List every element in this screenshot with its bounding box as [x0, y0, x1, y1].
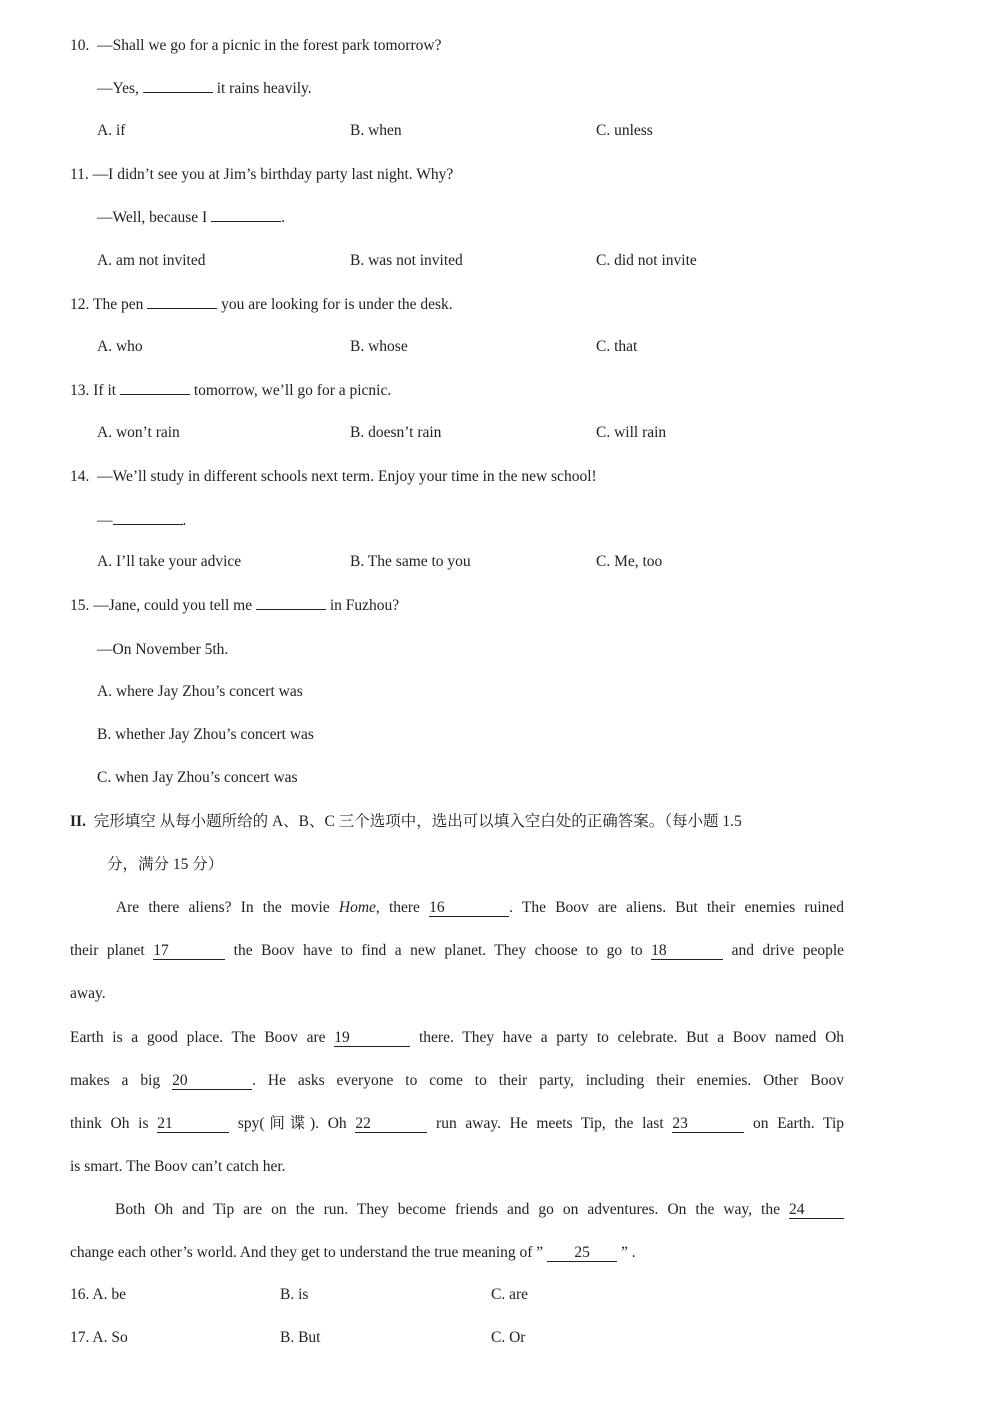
question-text: —We’ll study in different schools next term. Enjoy your time in the new school! [97, 468, 597, 485]
cloze-blank-19[interactable]: 19 [334, 1030, 410, 1047]
option-b[interactable]: B. whose [350, 338, 408, 355]
question-text: tomorrow, we’ll go for a picnic. [193, 382, 392, 399]
option-a[interactable]: A. I’ll take your advice [97, 553, 242, 570]
section-heading [70, 812, 742, 832]
cloze-blank-16[interactable]: 16 [429, 900, 509, 917]
text-run: spy(间谍). Oh [237, 1115, 347, 1132]
question-text: 15. —Jane, could you tell me [70, 597, 253, 614]
question-text: —Shall we go for a picnic in the forest park tomorrow? [97, 37, 442, 54]
option-a[interactable]: 16. A. be [70, 1286, 126, 1303]
text-run: there. They have a party to celebrate. But a Boov named Oh [418, 1029, 845, 1046]
answer-blank[interactable] [120, 394, 190, 395]
answer-blank[interactable] [256, 609, 326, 610]
movie-title: Home [338, 899, 376, 916]
option-a[interactable]: A. where Jay Zhou’s concert was [97, 683, 303, 700]
question-14-prompt [70, 467, 597, 487]
passage-line [70, 1071, 844, 1091]
cloze-blank-21[interactable]: 21 [157, 1116, 229, 1133]
text-run: the Boov have to find a new planet. They choose to go to [233, 942, 643, 959]
question-11-reply [97, 208, 285, 228]
answer-blank[interactable] [147, 308, 217, 309]
passage-text [70, 1200, 844, 1220]
passage-line [70, 898, 844, 918]
question-number: 10. [70, 37, 90, 54]
text-run: , there [375, 899, 420, 916]
section-title: 完形填空 从每小题所给的 A、B、C 三个选项中，选出可以填入空白处的正确答案。（每小题 1.5 [93, 813, 742, 830]
option-b[interactable]: B. is [280, 1286, 309, 1303]
option-c[interactable]: C. Or [491, 1329, 526, 1346]
reply-text: . [182, 512, 187, 529]
question-14-reply [97, 511, 186, 531]
cloze-blank-23[interactable]: 23 [672, 1116, 744, 1133]
option-b[interactable]: B. whether Jay Zhou’s concert was [97, 726, 314, 743]
reply-text: —Yes, [97, 80, 139, 97]
text-run: think Oh is [70, 1115, 149, 1132]
option-a[interactable]: 17. A. So [70, 1329, 128, 1346]
question-15-reply: —On November 5th. [97, 641, 229, 658]
question-text: you are looking for is under the desk. [221, 296, 453, 313]
question-11-prompt: 11. —I didn’t see you at Jim’s birthday party last night. Why? [70, 166, 454, 183]
section-numeral: II. [70, 813, 86, 830]
option-c[interactable]: C. did not invite [596, 252, 697, 269]
cloze-blank-24[interactable]: 24 [789, 1202, 844, 1219]
answer-blank[interactable] [211, 221, 281, 222]
option-c[interactable]: C. Me, too [596, 553, 663, 570]
cloze-blank-17[interactable]: 17 [153, 943, 225, 960]
text-run: Earth is a good place. The Boov are [70, 1029, 326, 1046]
reply-text: — [97, 512, 113, 529]
cloze-blank-25[interactable]: 25 [547, 1245, 617, 1262]
text-run: Are there aliens? In the movie [115, 899, 330, 916]
passage-text [70, 898, 844, 918]
reply-text: it rains heavily. [216, 80, 312, 97]
passage-text [70, 1028, 844, 1048]
passage-line [70, 941, 844, 961]
option-a[interactable]: A. who [97, 338, 143, 355]
passage-text [70, 941, 844, 961]
reply-text: —Well, because I [97, 209, 208, 226]
option-a[interactable]: A. if [97, 122, 126, 139]
question-text: in Fuzhou? [329, 597, 400, 614]
passage-text [70, 1071, 844, 1091]
passage-line [70, 1200, 844, 1220]
question-text: 12. The pen [70, 296, 144, 313]
question-15-prompt [70, 596, 399, 616]
cloze-blank-20[interactable]: 20 [172, 1073, 252, 1090]
text-run: run away. He meets Tip, the last [436, 1115, 664, 1132]
option-a[interactable]: A. won’t rain [97, 424, 180, 441]
cloze-blank-18[interactable]: 18 [651, 943, 723, 960]
option-b[interactable]: B. doesn’t rain [350, 424, 442, 441]
text-run: their planet [70, 942, 145, 959]
text-run: ” . [620, 1244, 636, 1261]
passage-line [70, 1028, 844, 1048]
option-b[interactable]: B. The same to you [350, 553, 471, 570]
text-run: and drive people [731, 942, 845, 959]
question-13-prompt [70, 381, 391, 401]
text-run: . The Boov are aliens. But their enemies ruined [509, 899, 845, 916]
passage-line [70, 1243, 636, 1263]
text-run: change each other’s world. And they get to understand the true meaning of ” [70, 1244, 544, 1261]
question-10-prompt [70, 36, 441, 56]
passage-line: away. [70, 985, 106, 1002]
passage-text [70, 1114, 844, 1134]
option-c[interactable]: C. will rain [596, 424, 667, 441]
reply-text: . [281, 209, 285, 226]
section-heading-continued: 分，满分 15 分） [107, 856, 224, 873]
text-run: . He asks everyone to come to their party, including their enemies. Other Boov [252, 1072, 844, 1089]
cloze-blank-22[interactable]: 22 [355, 1116, 427, 1133]
text-run: Both Oh and Tip are on the run. They become friends and go on adventures. On the way, the [115, 1201, 780, 1218]
answer-blank[interactable] [113, 524, 183, 525]
option-c[interactable]: C. are [491, 1286, 529, 1303]
option-c[interactable]: C. when Jay Zhou’s concert was [97, 769, 298, 786]
option-b[interactable]: B. when [350, 122, 402, 139]
passage-line [70, 1114, 844, 1134]
question-10-reply [97, 79, 312, 99]
question-12-prompt [70, 295, 453, 315]
option-c[interactable]: C. that [596, 338, 638, 355]
question-number: 14. [70, 468, 90, 485]
text-run: makes a big [70, 1072, 161, 1089]
passage-line: is smart. The Boov can’t catch her. [70, 1158, 286, 1175]
question-text: 13. If it [70, 382, 117, 399]
option-b[interactable]: B. was not invited [350, 252, 463, 269]
answer-blank[interactable] [143, 92, 213, 93]
option-b[interactable]: B. But [280, 1329, 321, 1346]
option-c[interactable]: C. unless [596, 122, 653, 139]
option-a[interactable]: A. am not invited [97, 252, 206, 269]
text-run: on Earth. Tip [753, 1115, 845, 1132]
